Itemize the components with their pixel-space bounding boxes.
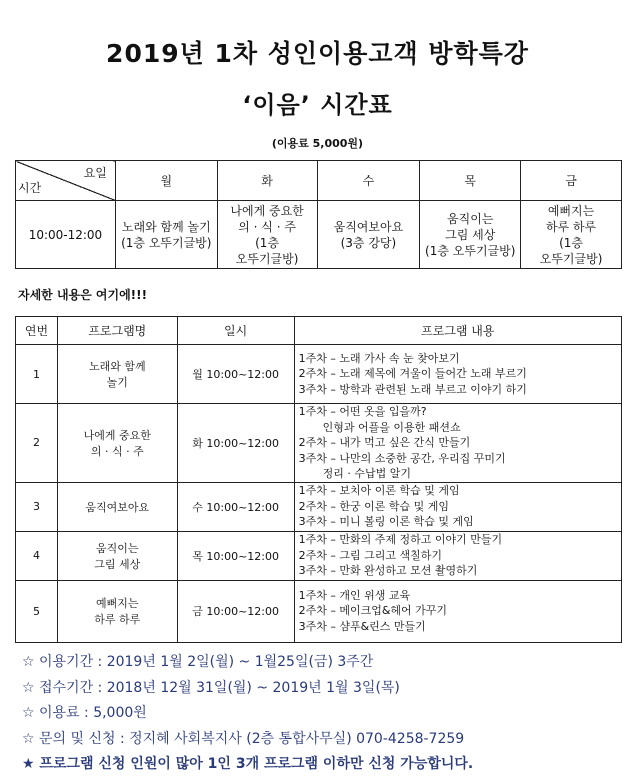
col-header-number: 연번 [16,317,58,345]
program-row [16,580,622,642]
content-line: 3주차 – 방학과 관련된 노래 부르고 이야기 하기 [298,382,527,396]
details-heading: 자세한 내용은 여기에!!! [18,288,148,302]
fee-note: (이용료 5,000원) [271,137,364,150]
content-line: 정리 · 수납법 알기 [322,467,411,480]
cell-line: (1층 [559,235,584,250]
content-line: 3주차 – 만화 완성하고 모션 촬영하기 [298,564,478,578]
cell-line: 나에게 중요한 [230,203,304,218]
content-line: 2주차 – 메이크업&헤어 가꾸기 [298,604,448,618]
cell-line: (1층 오뚜기글방) [425,243,516,258]
note-limit: ★ 프로그램 신청 인원이 많아 1인 3개 프로그램 이하만 신청 가능합니다. [22,756,474,772]
cell-line: (3층 강당) [340,235,397,250]
cell-line: 오뚜기글방) [235,251,299,266]
program-name [57,345,177,404]
content-line: 인형과 어플을 이용한 패션쇼 [322,420,461,434]
document-title: 2019년 1차 성인이용고객 방학특강 [106,39,529,68]
col-header-datetime: 일시 [177,317,294,345]
program-details-table [15,316,622,643]
program-datetime: 목 10:00~12:00 [177,531,294,580]
program-name-line: 예뻐지는 [96,597,139,610]
program-number: 3 [16,482,58,531]
cell-line: 노래와 함께 놀기 [121,219,211,234]
content-line: 1주차 – 노래 가사 속 눈 찾아보기 [298,351,460,365]
program-name-line: 움직여보아요 [85,500,150,514]
content-line: 2주차 – 한궁 이론 학습 및 게임 [298,499,449,513]
content-line: 3주차 – 나만의 소중한 공간, 우리집 꾸미기 [298,451,506,465]
program-name-line: 그림 세상 [94,557,141,571]
program-name [57,531,177,580]
corner-time-label: 시간 [18,181,42,195]
info-notes [22,650,627,778]
day-header-tue: 화 [217,161,317,201]
content-line: 3주차 – 미니 볼링 이론 학습 및 게임 [298,515,474,529]
cell-line: (1층 오뚜기글방) [121,235,212,250]
schedule-time-row [16,201,622,269]
col-header-content: 프로그램 내용 [294,317,621,345]
content-line: 1주차 – 어떤 옷을 입을까? [298,405,427,418]
day-header-wed: 수 [317,161,420,201]
cell-line: 그림 세상 [445,227,496,242]
program-datetime: 수 10:00~12:00 [177,482,294,531]
note-registration: ☆ 접수기간 : 2018년 12월 31일(월) ~ 2019년 1월 3일(목) [22,679,400,696]
program-content [294,531,621,580]
day-header-thu: 목 [420,161,521,201]
program-name [57,404,177,483]
day-header-mon: 월 [115,161,217,201]
schedule-cell-tue [217,201,317,269]
day-header-fri: 금 [521,161,622,201]
program-name-line: 하루 하루 [94,613,141,626]
col-header-program-name: 프로그램명 [57,317,177,345]
cell-line: 움직이는 [447,211,494,226]
cell-line: 의 · 식 · 주 [238,219,296,234]
note-period: ☆ 이용기간 : 2019년 1월 2일(월) ~ 1월25일(금) 3주간 [22,654,374,670]
program-row [16,482,622,531]
program-content [294,345,621,404]
program-content [294,404,621,483]
cell-line: (1층 [255,235,280,250]
details-header-row [16,317,622,345]
program-name [57,482,177,531]
schedule-header-row [16,161,622,201]
content-line: 1주차 – 보치아 이론 학습 및 게임 [298,484,460,498]
program-number: 1 [16,345,58,404]
time-slot: 10:00-12:00 [16,201,116,269]
content-line: 2주차 – 노래 제목에 겨울이 들어간 노래 부르기 [298,367,527,381]
program-datetime: 월 10:00~12:00 [177,345,294,404]
program-number: 5 [16,580,58,642]
cell-line: 움직여보아요 [333,219,404,234]
schedule-corner-cell [16,161,116,201]
cell-line: 오뚜기글방) [539,251,603,266]
content-line: 1주차 – 만화의 주제 정하고 이야기 만들기 [298,533,503,547]
content-line: 2주차 – 내가 먹고 싶은 간식 만들기 [298,436,471,449]
program-row [16,404,622,483]
schedule-cell-mon [115,201,217,269]
schedule-cell-wed [317,201,420,269]
corner-day-label: 요일 [83,166,107,180]
note-contact: ☆ 문의 및 신청 : 정지혜 사회복지사 (2층 통합사무실) 070-4258-7259 [22,730,465,747]
content-line: 2주차 – 그림 그리고 색칠하기 [298,548,442,562]
program-number: 2 [16,404,58,483]
program-row [16,345,622,404]
program-name-line: 놀기 [106,376,128,389]
content-line: 1주차 – 개인 위생 교육 [298,588,411,602]
program-number: 4 [16,531,58,580]
program-name-line: 나에게 중요한 [83,428,151,442]
program-content [294,580,621,642]
program-datetime: 화 10:00~12:00 [177,404,294,483]
program-name [57,580,177,642]
program-content [294,482,621,531]
note-fee: ☆ 이용료 : 5,000원 [22,705,147,721]
schedule-cell-thu [420,201,521,269]
program-row [16,531,622,580]
content-line: 3주차 – 샴푸&린스 만들기 [298,619,426,633]
weekly-schedule-table [15,160,622,269]
program-name-line: 의 · 식 · 주 [90,444,144,458]
cell-line: 예뻐지는 [547,203,595,218]
program-datetime: 금 10:00~12:00 [177,580,294,642]
schedule-cell-fri [521,201,622,269]
program-name-line: 노래와 함께 [88,360,146,373]
program-name-line: 움직이는 [96,541,139,555]
cell-line: 하루 하루 [545,219,597,234]
document-subtitle: ‘이음’ 시간표 [242,91,393,119]
